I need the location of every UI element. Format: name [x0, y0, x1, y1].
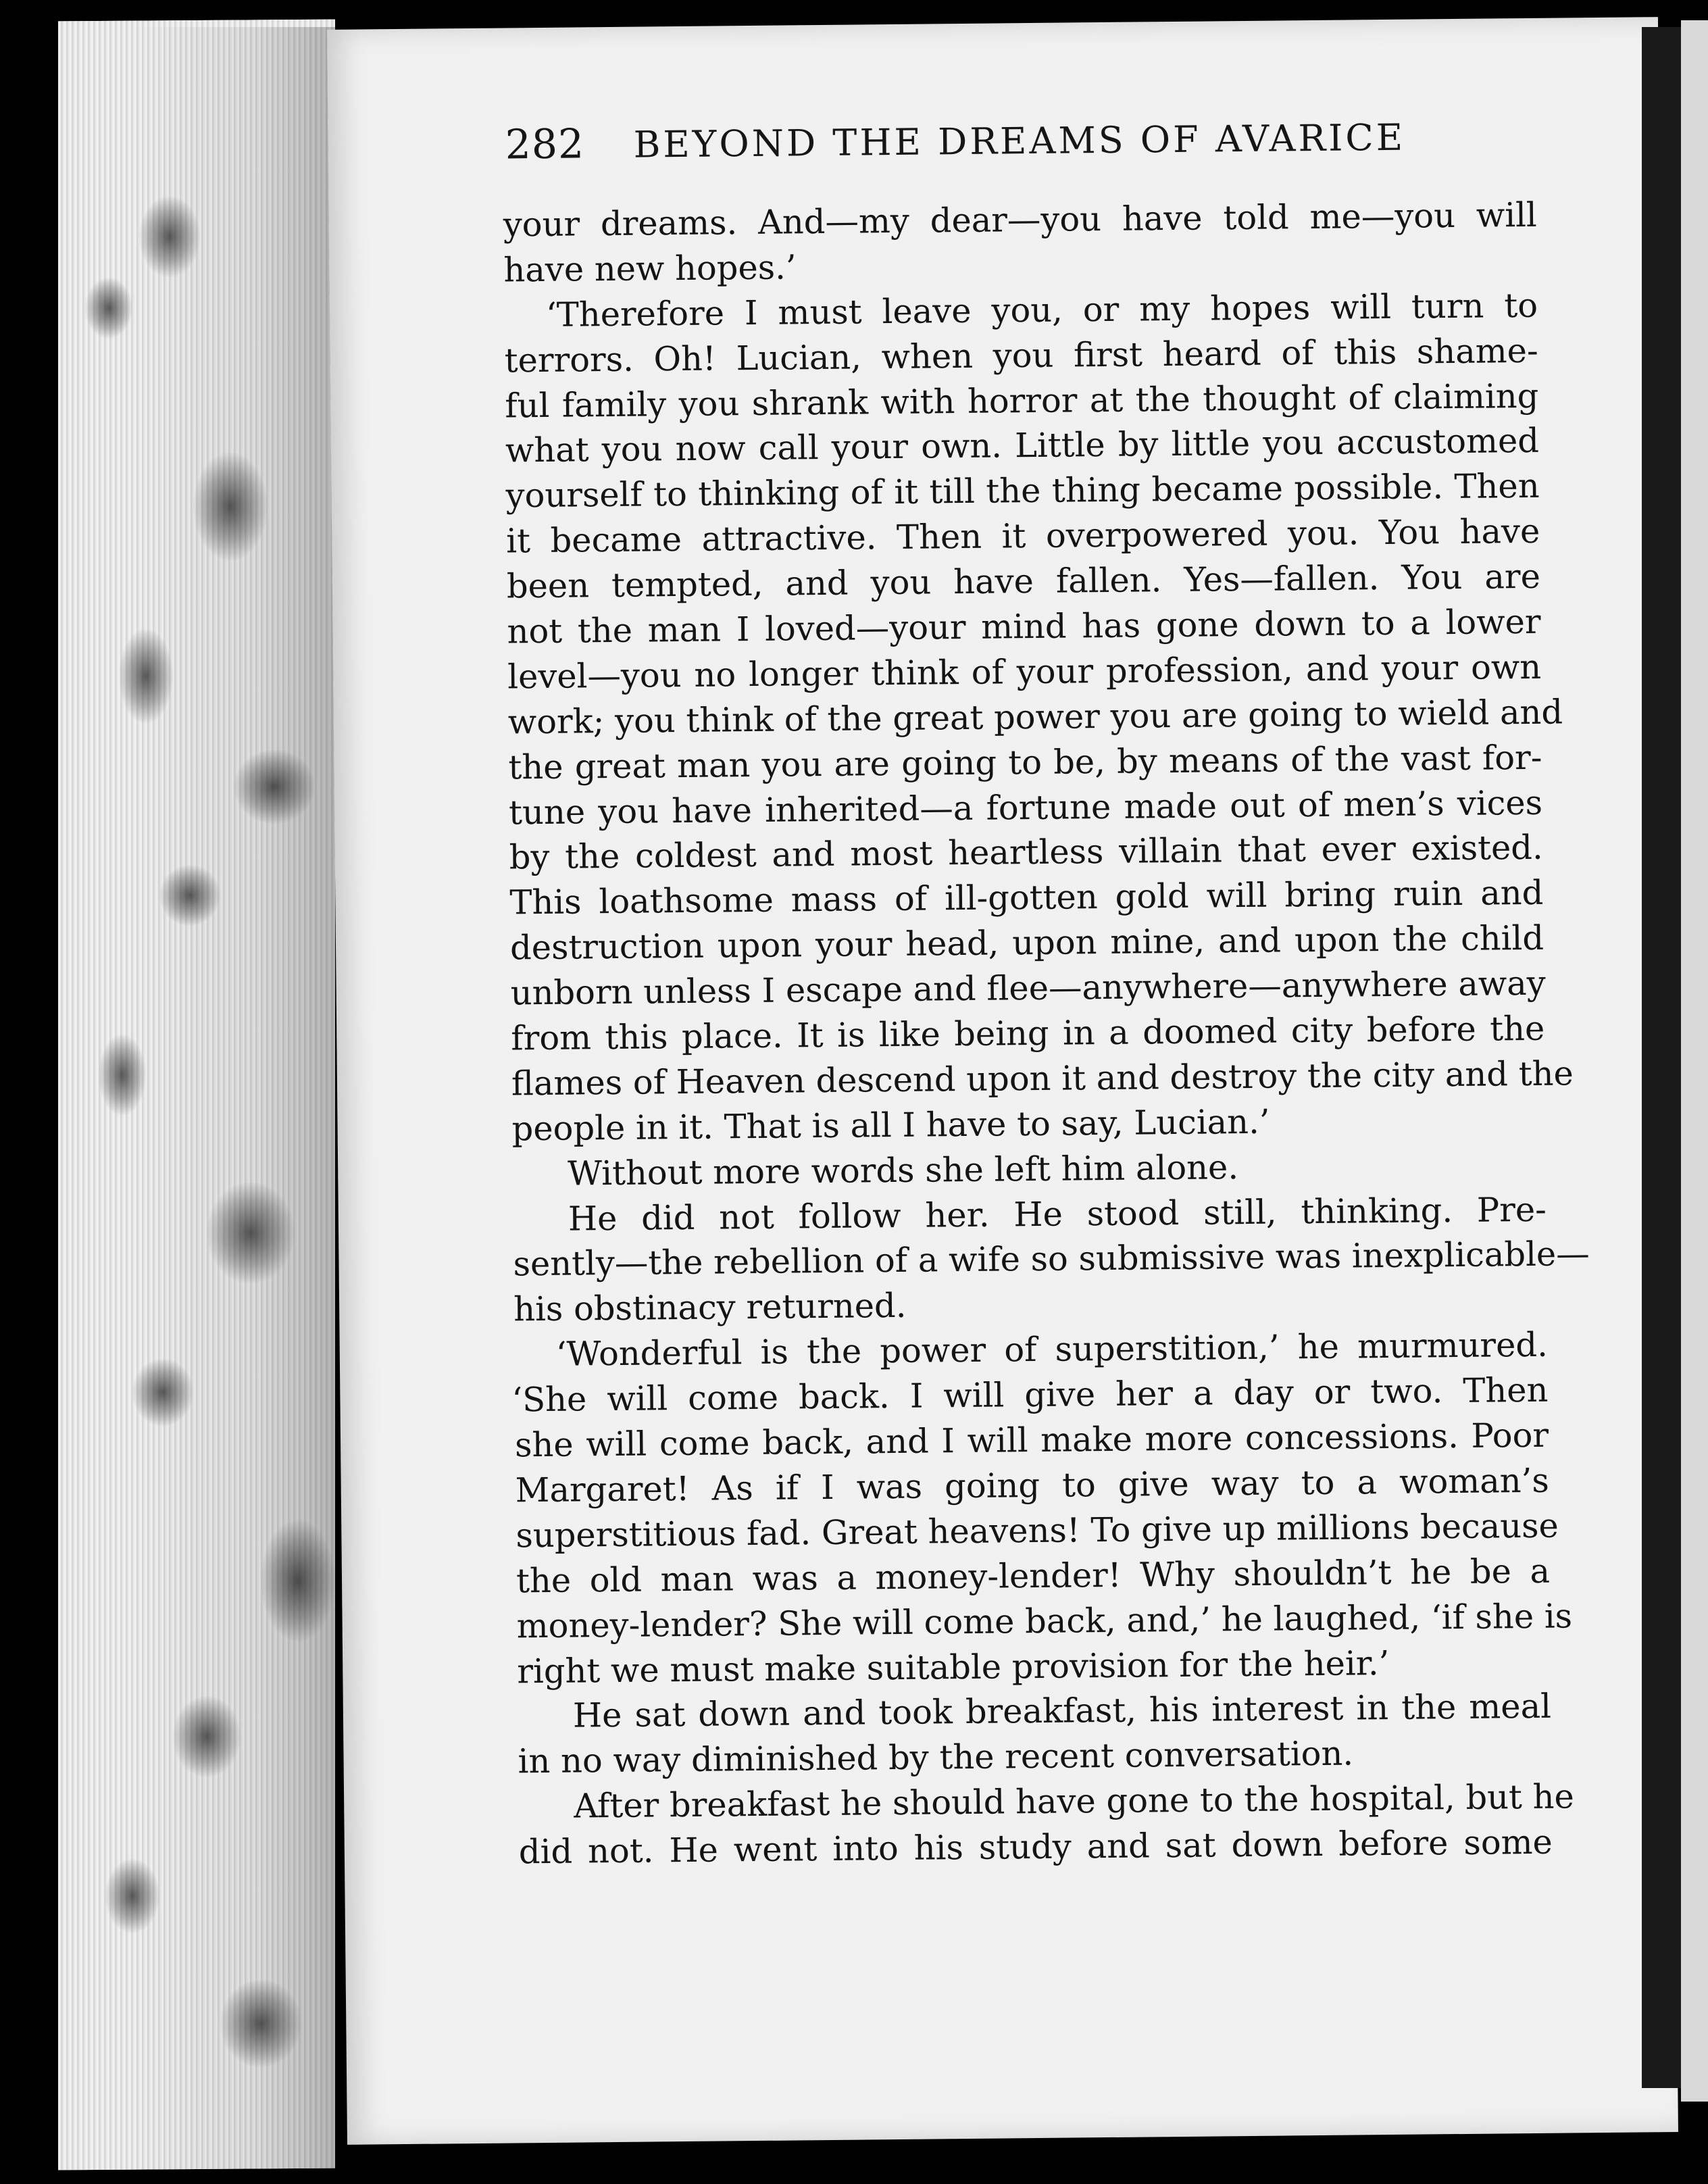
text-line: yourself to thinking of it till the thing became possible. Then: [505, 466, 1540, 516]
spine-shadow: [135, 27, 338, 2169]
text-line: level—you no longer think of your profession, and your own: [507, 647, 1542, 697]
text-line: superstitious fad. Great heavens! To give up millions because: [516, 1506, 1559, 1556]
text-line: not the man I loved—your mind has gone down to a lower: [507, 601, 1541, 651]
text-line: ful family you shrank with horror at the thought of claiming: [505, 376, 1539, 426]
text-line: Margaret! As if I was going to give way to a woman’s: [515, 1460, 1549, 1510]
text-line: in no way diminished by the recent conversation.: [518, 1733, 1354, 1781]
text-line: ‘Wonderful is the power of superstition,’ he murmured.: [555, 1325, 1549, 1374]
text-line: his obstinacy returned.: [513, 1286, 907, 1329]
text-line: sently—the rebellion of a wife so submissive was inexplicable—: [513, 1234, 1590, 1284]
text-line: she will come back, and I will make more concessions. Poor: [514, 1415, 1549, 1465]
facing-page-edge: [1681, 20, 1708, 2102]
text-line: tune you have inherited—a fortune made out of men’s vices: [508, 783, 1543, 833]
running-title: BEYOND THE DREAMS OF AVARICE: [633, 116, 1406, 166]
text-line: work; you think of the great power you are going to wield and: [507, 692, 1563, 742]
text-line: destruction upon your head, upon mine, and upon the child: [509, 918, 1544, 968]
text-line: After breakfast he should have gone to the hospital, but he: [573, 1777, 1575, 1826]
text-line: He sat down and took breakfast, his interest in the meal: [572, 1687, 1552, 1736]
text-line: the old man was a money-lender! Why shouldn’t he be a: [516, 1551, 1551, 1601]
book-page: [327, 17, 1678, 2145]
facing-page-gutter: [1642, 27, 1682, 2088]
text-line: have new hopes.’: [503, 247, 797, 290]
text-line: by the coldest and most heartless villain that ever existed.: [509, 828, 1543, 877]
text-line: it became attractive. Then it overpowered you. You have: [505, 512, 1540, 561]
text-line: right we must make suitable provision for the heir.’: [517, 1643, 1390, 1691]
text-line: your dreams. And—my dear—you have told me—you will: [503, 195, 1537, 245]
text-line: flames of Heaven descend upon it and destroy the city and the: [511, 1053, 1574, 1103]
stain-mark: [85, 278, 132, 339]
text-line: ‘She will come back. I will give her a day or two. Then: [511, 1370, 1549, 1420]
text-line: He did not follow her. He stood still, thinking. Pre-: [568, 1189, 1547, 1239]
page-number: 282: [505, 120, 585, 169]
running-head: [505, 111, 1532, 169]
text-line: money-lender? She will come back, and,’ he laughed, ‘if she is: [516, 1596, 1573, 1646]
text-line: unborn unless I escape and flee—anywhere—anywhere away: [510, 963, 1547, 1013]
text-line: what you now call your own. Little by little you accustomed: [505, 421, 1540, 470]
body-text: [503, 193, 1590, 1875]
text-line: terrors. Oh! Lucian, when you first heard of this shame-: [504, 330, 1538, 380]
text-line: ‘Therefore I must leave you, or my hopes will turn to: [545, 285, 1538, 334]
text-line: from this place. It is like being in a doomed city before the: [511, 1008, 1545, 1058]
text-line: did not. He went into his study and sat down before some: [518, 1822, 1553, 1872]
text-line: This loathsome mass of ill-gotten gold will bring ruin and: [509, 873, 1544, 922]
text-line: Without more words she left him alone.: [567, 1147, 1239, 1193]
text-line: people in it. That is all I have to say, Lucian.’: [511, 1101, 1270, 1149]
text-line: the great man you are going to be, by means of the vast for-: [508, 737, 1542, 787]
text-line: been tempted, and you have fallen. Yes—fallen. You are: [506, 556, 1541, 606]
